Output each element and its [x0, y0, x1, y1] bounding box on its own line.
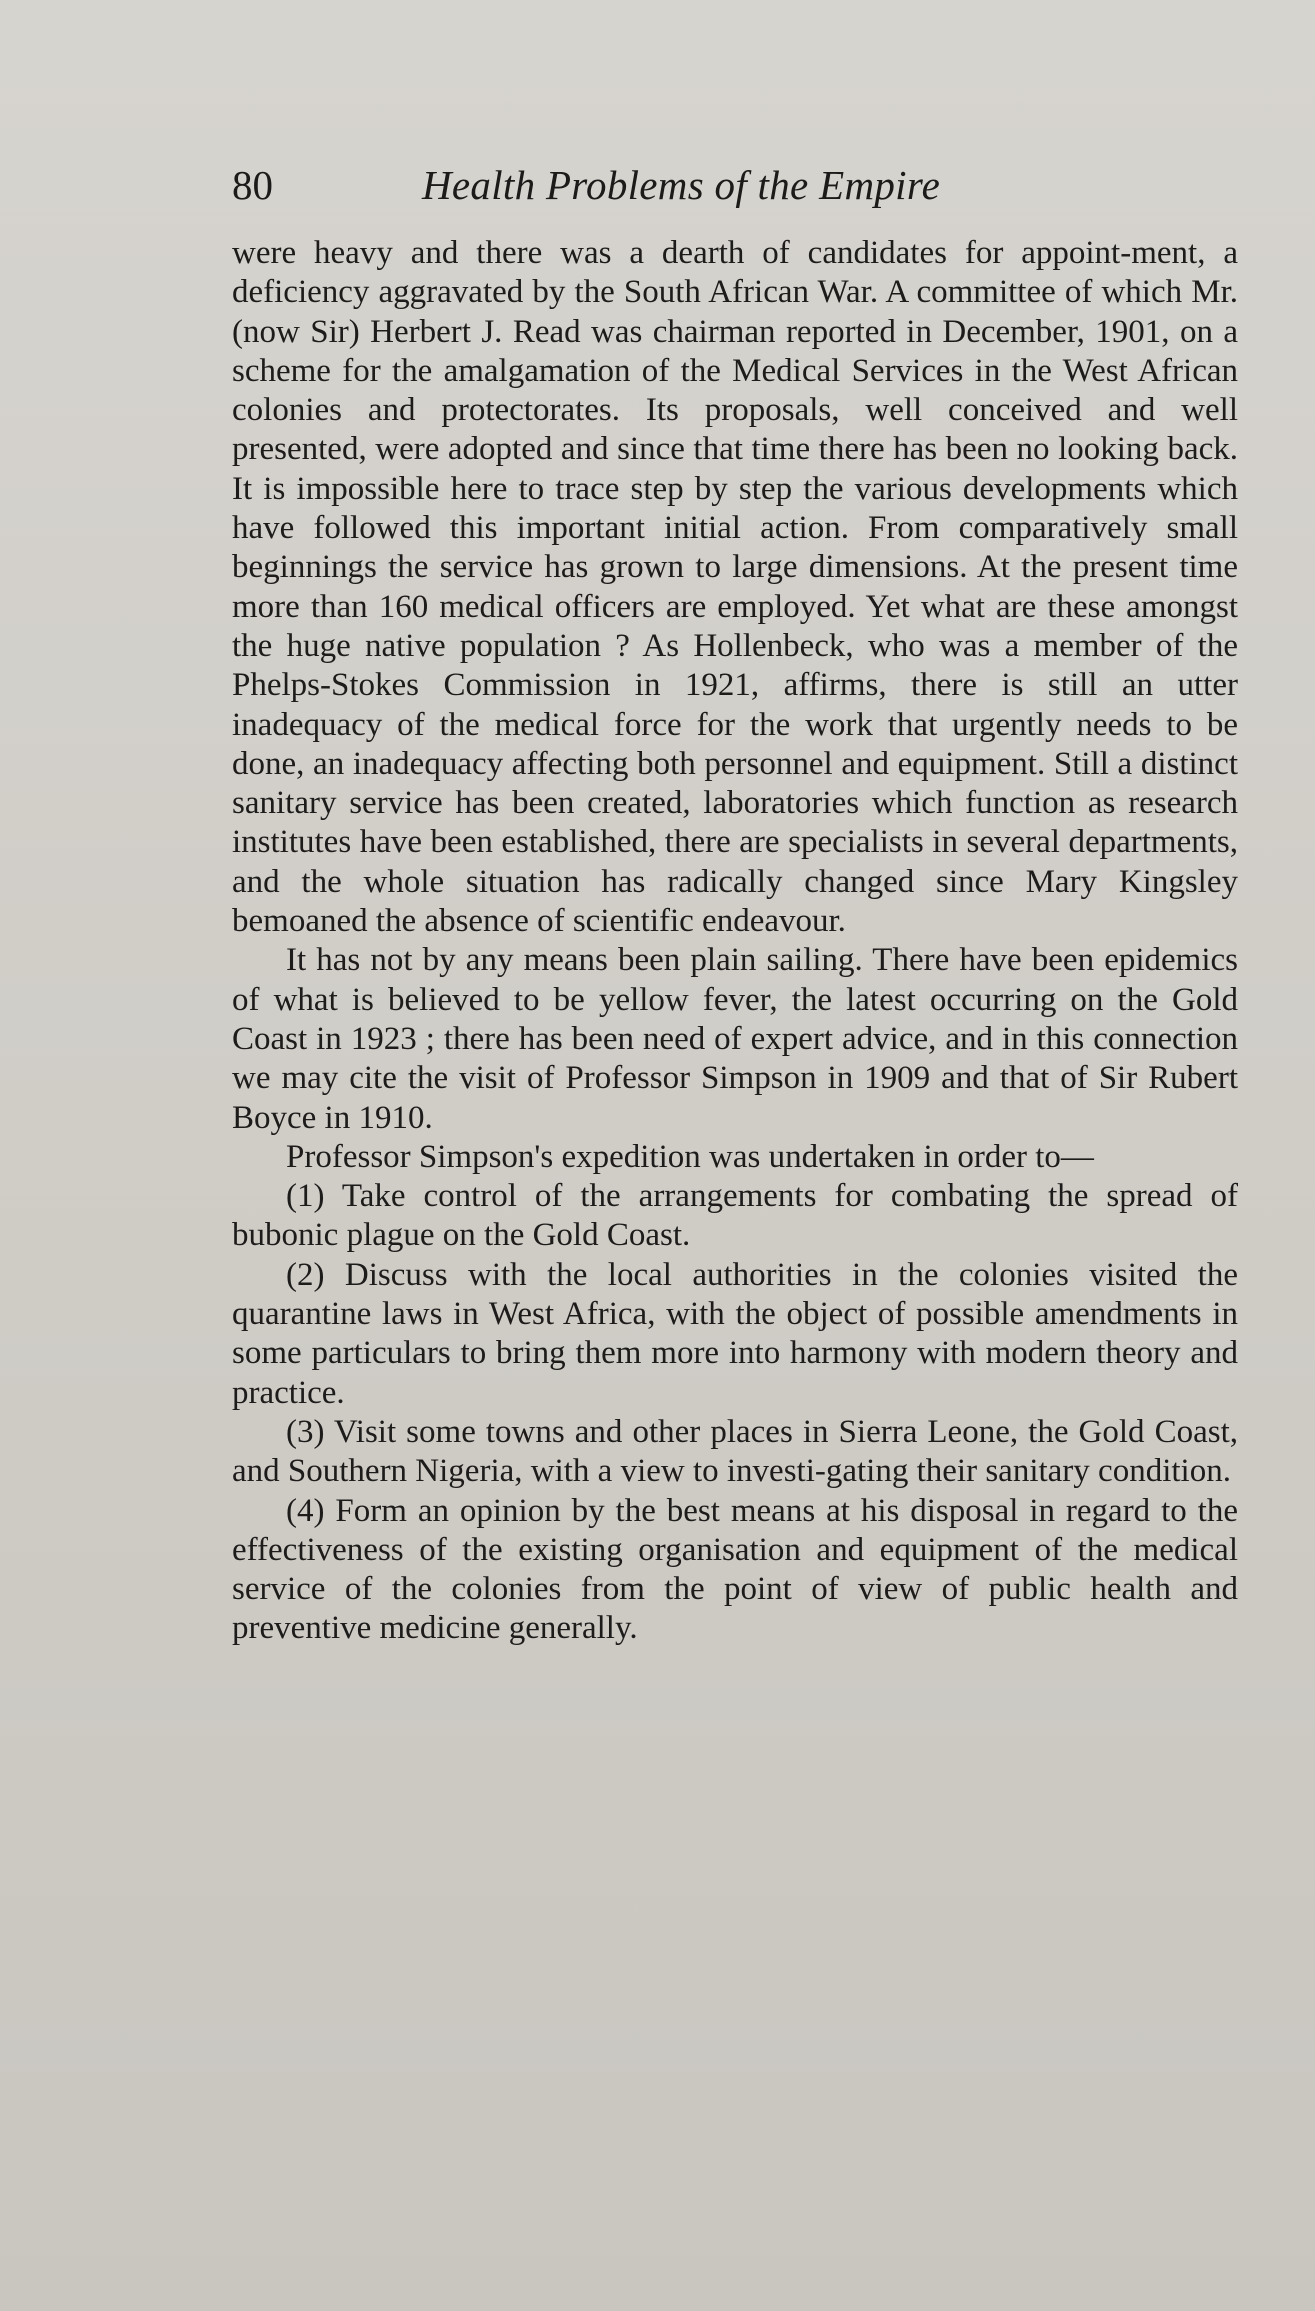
- list-item-2: (2) Discuss with the local authorities in the colonies visited the quarantine laws in West Africa, with the object of possible amendments in some particulars to bring them more into harmony with modern theory and practice.: [232, 1256, 1238, 1411]
- list-item-1: (1) Take control of the arrangements for combating the spread of bubonic plague on the Gold Coast.: [232, 1178, 1238, 1254]
- paragraph-plain-sailing: It has not by any means been plain sailing. There have been epidemics of what is believed to be yellow fever, the latest occurring on the Gold Coast in 1923 ; there has been need of expert advice, and in this connection we may cite the visit of Professor Simpson in 1909 and that of Sir Rubert Boyce in 1910.: [232, 942, 1238, 1136]
- page-number: 80: [232, 162, 273, 208]
- paragraph-expedition-intro: Professor Simpson's expedition was undertaken in order to—: [286, 1138, 1094, 1175]
- list-item-4: (4) Form an opinion by the best means at his disposal in regard to the effectiveness of the existing organisation and equipment of the medical service of the colonies from the point of view of public health and preventive medicine generally.: [232, 1492, 1238, 1647]
- list-item-3: (3) Visit some towns and other places in Sierra Leone, the Gold Coast, and Southern Nigeria, with a view to investi-gating their sanitary condition.: [232, 1413, 1238, 1490]
- running-head: [232, 155, 1232, 215]
- paragraph-continuation: were heavy and there was a dearth of candidates for appoint-ment, a deficiency aggravated by the South African War. A committee of which Mr. (now Sir) Herbert J. Read was chairman reported in December, 1901, on a scheme for the amalgamation of the Medical Services in the West African colonies and protectorates. Its proposals, well conceived and well presented, were adopted and since that time there has been no looking back. It is impossible here to trace step by step the various developments which have followed this important initial action. From comparatively small beginnings the service has grown to large dimensions. At the present time more than 160 medical officers are employed. Yet what are these amongst the huge native population ? As Hollenbeck, who was a member of the Phelps-Stokes Commission in 1921, affirms, there is still an utter inadequacy of the medical force for the work that urgently needs to be done, an inadequacy affecting both personnel and equipment. Still a distinct sanitary service has been created, laboratories which function as research institutes have been established, there are specialists in several departments, and the whole situation has radically changed since Mary Kingsley bemoaned the absence of scientific endeavour.: [232, 235, 1238, 940]
- running-title: Health Problems of the Empire: [422, 162, 941, 208]
- body-text: [232, 234, 1238, 1649]
